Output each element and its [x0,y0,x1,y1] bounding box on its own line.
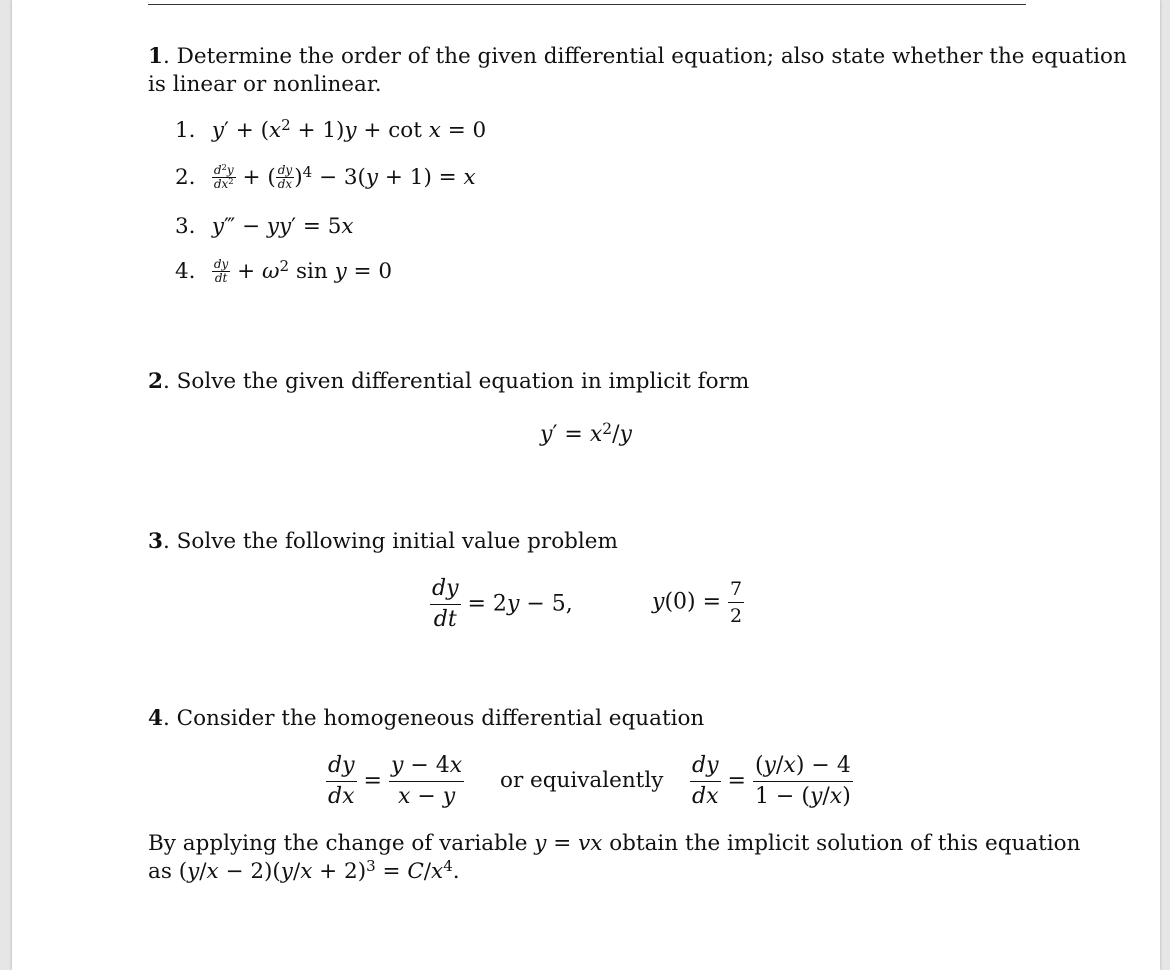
problem-4-after-line2: as $(y/x - 2)(y/x + 2)^3 = C/x^4$. [148,857,460,884]
or-equivalently-text: or equivalently [500,768,664,793]
list-item [175,164,476,191]
problem-1-text: 1. Determine the order of the given differential equation; also state whether the equation [148,44,1127,69]
problem-2-number: 2 [148,369,163,394]
problem-4-text: 4. Consider the homogeneous differential equation [148,706,705,731]
problem-1-number: 1 [148,44,163,69]
problem-4-body: Consider the homogeneous differential equation [176,706,705,731]
document-page [12,0,1160,970]
equation-ivp: $\frac{dy}{dt}$ = 2y − 5, [432,576,573,632]
equation-implicit: $y' = x^2/y$ [540,420,632,447]
initial-condition: y(0) = $\frac{7}{2}$ [652,578,743,627]
equation: $y' + (x^2 + 1)y + \cot x = 0$ [211,116,487,143]
list-item-label: 1. [175,118,196,143]
problem-1-line2: is linear or nonlinear. [148,72,382,97]
problem-4-after-line1: By applying the change of variable y = vx obtain the implicit solution of this equation [148,831,1081,856]
equation: y‴ − yy′ = 5x [211,214,354,239]
list-item-label: 3. [175,214,196,239]
problem-3-number: 3 [148,529,163,554]
problem-2-body: Solve the given differential equation in implicit form [176,369,750,394]
after-text-1: By applying the change of variable [148,831,528,856]
problem-2-text: 2. Solve the given differential equation in implicit form [148,369,750,394]
problem-1-line1: Determine the order of the given differential equation; also state whether the equation [176,44,1127,69]
equation-homogeneous: $\frac{dy}{dx}$ = $\frac{y - 4x}{x - y}$ [328,753,463,809]
top-rule [148,4,1026,5]
list-item [175,258,392,285]
after-text-3: as [148,859,172,884]
list-item-label: 2. [175,164,196,190]
list-item-label: 4. [175,258,196,284]
after-text-2: obtain the implicit solution of this equation [609,831,1081,856]
problem-4-number: 4 [148,706,163,731]
list-item [175,214,354,239]
equation-equivalent: $\frac{dy}{dx}$ = $\frac{(y/x) - 4}{1 - (y/x)}$ [692,753,851,809]
list-item [175,118,486,143]
equation: $\frac{dy}{dt}$ + $\omega^2$ sin y = 0 [213,256,393,285]
problem-3-body: Solve the following initial value problem [176,529,618,554]
problem-3-text: 3. Solve the following initial value problem [148,529,618,554]
equation: $\frac{d^2y}{dx^2}$ + ( $\frac{dy}{dx}$ )$^4$ − 3(y + 1) = x [213,162,476,191]
